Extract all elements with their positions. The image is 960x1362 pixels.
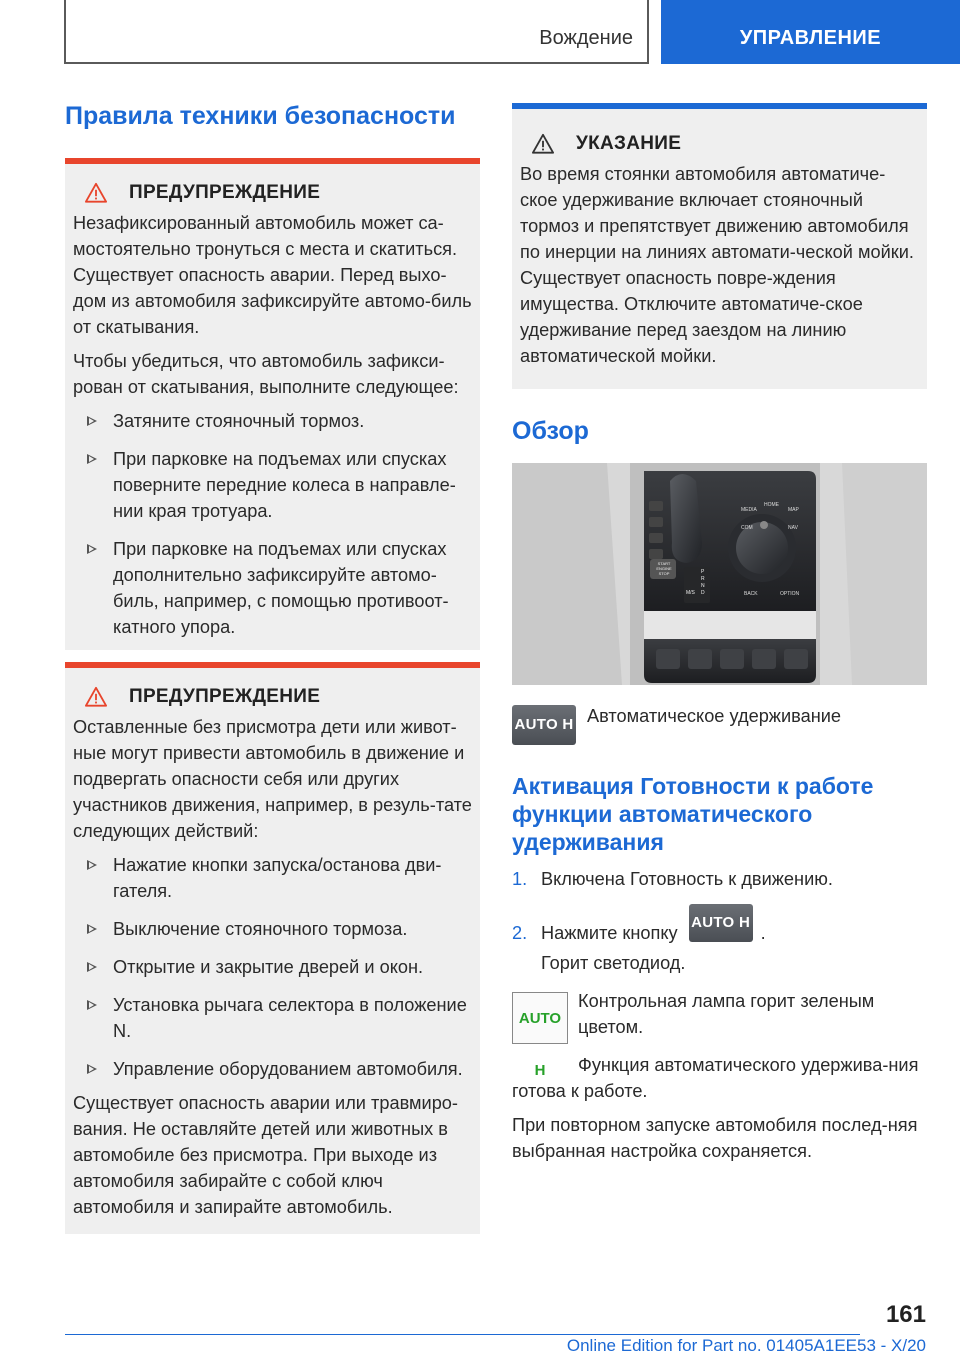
warning-triangle-icon: [85, 182, 107, 204]
bullet-triangle-icon: [87, 416, 97, 426]
warning-box-rolling: [65, 158, 480, 650]
bullet-list: [73, 408, 472, 640]
safety-rules-title: Правила техники безопасности: [65, 102, 456, 130]
list-item: Установка рычага селектора в положение N.: [73, 992, 472, 1044]
activation-title: Активация Готовности к работе функции автоматического удерживания: [512, 773, 874, 855]
section-tab-label: Вождение: [539, 27, 633, 49]
gear-label-n: N: [701, 583, 705, 589]
warning-header: [73, 682, 472, 712]
warning-text: Незафиксированный автомобиль может са-мостоятельно тронуться с места и скатиться. Существует опасность аварии. Перед выхо-дом из автомобиля зафиксируйте автомо-биль от скатывания.: [73, 213, 472, 337]
console-label-com: COM: [741, 525, 753, 531]
section-tab: [64, 0, 649, 64]
auto-hold-caption: Автоматическое удерживание: [587, 706, 842, 726]
indicator-text-block: [578, 988, 927, 1044]
chapter-tab: [661, 0, 960, 64]
bullet-triangle-icon: [87, 454, 97, 464]
bullet-triangle-icon: [87, 924, 97, 934]
right-column: [512, 103, 927, 1164]
edition-footer: Online Edition for Part no. 01405A1EE53 - X/20: [566, 1336, 926, 1355]
auto-hold-indicator-lamp-icon: AUTO H: [512, 992, 568, 1044]
warning-text: Оставленные без присмотра дети или живот-ные могут привести автомобиль в движение и подвергать опасности себя или других участников движения, например, в резуль-тате следующих действий:: [73, 717, 472, 841]
bullet-list: [73, 852, 472, 1082]
step-text: Нажмите кнопку: [541, 923, 678, 943]
steps-list: [512, 866, 927, 976]
notice-triangle-icon: [532, 133, 554, 155]
bullet-triangle-icon: [87, 962, 97, 972]
restart-text: При повторном запуске автомобиля послед-няя выбранная настройка сохраняется.: [512, 1115, 918, 1161]
list-item: Открытие и закрытие дверей и окон.: [73, 954, 472, 980]
step-2: [512, 906, 927, 946]
console-illustration: [512, 463, 927, 685]
step-number: 1.: [512, 869, 528, 889]
chapter-tab-label: УПРАВЛЕНИЕ: [739, 27, 882, 49]
bullet-triangle-icon: [87, 544, 97, 554]
gear-label-d: D: [701, 590, 705, 596]
overview-title: Обзор: [512, 417, 589, 445]
console-label-back: BACK: [744, 591, 758, 597]
console-label-nav: NAV: [788, 525, 798, 531]
notice-header: [520, 129, 919, 159]
footer-divider: [65, 1334, 860, 1335]
gear-label-r: R: [701, 576, 705, 582]
page-number: 161: [885, 1301, 926, 1328]
warning-header: [73, 178, 472, 208]
notice-title: УКАЗАНИЕ: [576, 133, 682, 154]
step-number: 2.: [512, 923, 528, 943]
step-trailing-period: .: [760, 923, 766, 943]
auto-hold-caption-row: [512, 705, 927, 745]
console-label-home: HOME: [764, 502, 779, 508]
notice-text: Во время стоянки автомобиля автоматиче-ское удерживание включает стояночный тормоз и препятствует движению автомобиля по инерции на линиях автомати-ческой мойки. Существует опасность повре-ждения имущества. Отключите автоматиче-ское удерживание перед заездом на линию автоматической мойки.: [520, 164, 914, 366]
step-2-note: Горит светодиод.: [541, 953, 686, 973]
gear-label-ms: M/S: [686, 590, 695, 596]
bullet-triangle-icon: [87, 1064, 97, 1074]
center-console-photo: [512, 463, 927, 685]
bullet-triangle-icon: [87, 1000, 97, 1010]
warning-title: ПРЕДУПРЕЖДЕНИЕ: [129, 686, 321, 707]
list-item: Управление оборудованием автомобиля.: [73, 1056, 472, 1082]
gear-label-p: P: [701, 569, 705, 575]
console-label-option: OPTION: [780, 591, 800, 597]
warning-box-children: [65, 662, 480, 1234]
auto-hold-button-icon: AUTO H: [512, 705, 576, 745]
console-label-map: MAP: [788, 507, 799, 513]
ready-text: Функция автоматического удержива-ния готова к работе.: [512, 1055, 919, 1101]
step-text: Включена Готовность к движению.: [541, 869, 833, 889]
list-item: Выключение стояночного тормоза.: [73, 916, 472, 942]
console-label-media: MEDIA: [741, 507, 757, 513]
auto-hold-inline-icon: AUTO H: [689, 904, 753, 942]
warning-instructions: Чтобы убедиться, что автомобиль зафикси-рован от скатывания, выполните следующее:: [73, 351, 459, 397]
console-label-start-stop: START ENGINE STOP: [656, 561, 672, 576]
list-item: При парковке на подъемах или спусках дополнительно зафиксируйте автомо-биль, например, с помощью противоот-катного упора.: [73, 536, 472, 640]
bullet-triangle-icon: [87, 860, 97, 870]
indicator-text: Контрольная лампа горит зеленым цветом.: [578, 991, 875, 1037]
warning-title: ПРЕДУПРЕЖДЕНИЕ: [129, 182, 321, 203]
notice-box: [512, 103, 927, 389]
left-column: [65, 100, 480, 1234]
warning-triangle-icon: [85, 686, 107, 708]
list-item: При парковке на подъемах или спусках поверните передние колеса в направле-нии края тротуара.: [73, 446, 472, 524]
warning-conclusion: Существует опасность аварии или травмиро-вания. Не оставляйте детей или животных в автомобиле без присмотра. При выходе из автомобиля забирайте с собой ключ автомобиля и запирайте автомобиль.: [73, 1093, 458, 1217]
list-item: Нажатие кнопки запуска/останова дви-гателя.: [73, 852, 472, 904]
step-1: [512, 866, 927, 892]
list-item: Затяните стояночный тормоз.: [73, 408, 472, 434]
